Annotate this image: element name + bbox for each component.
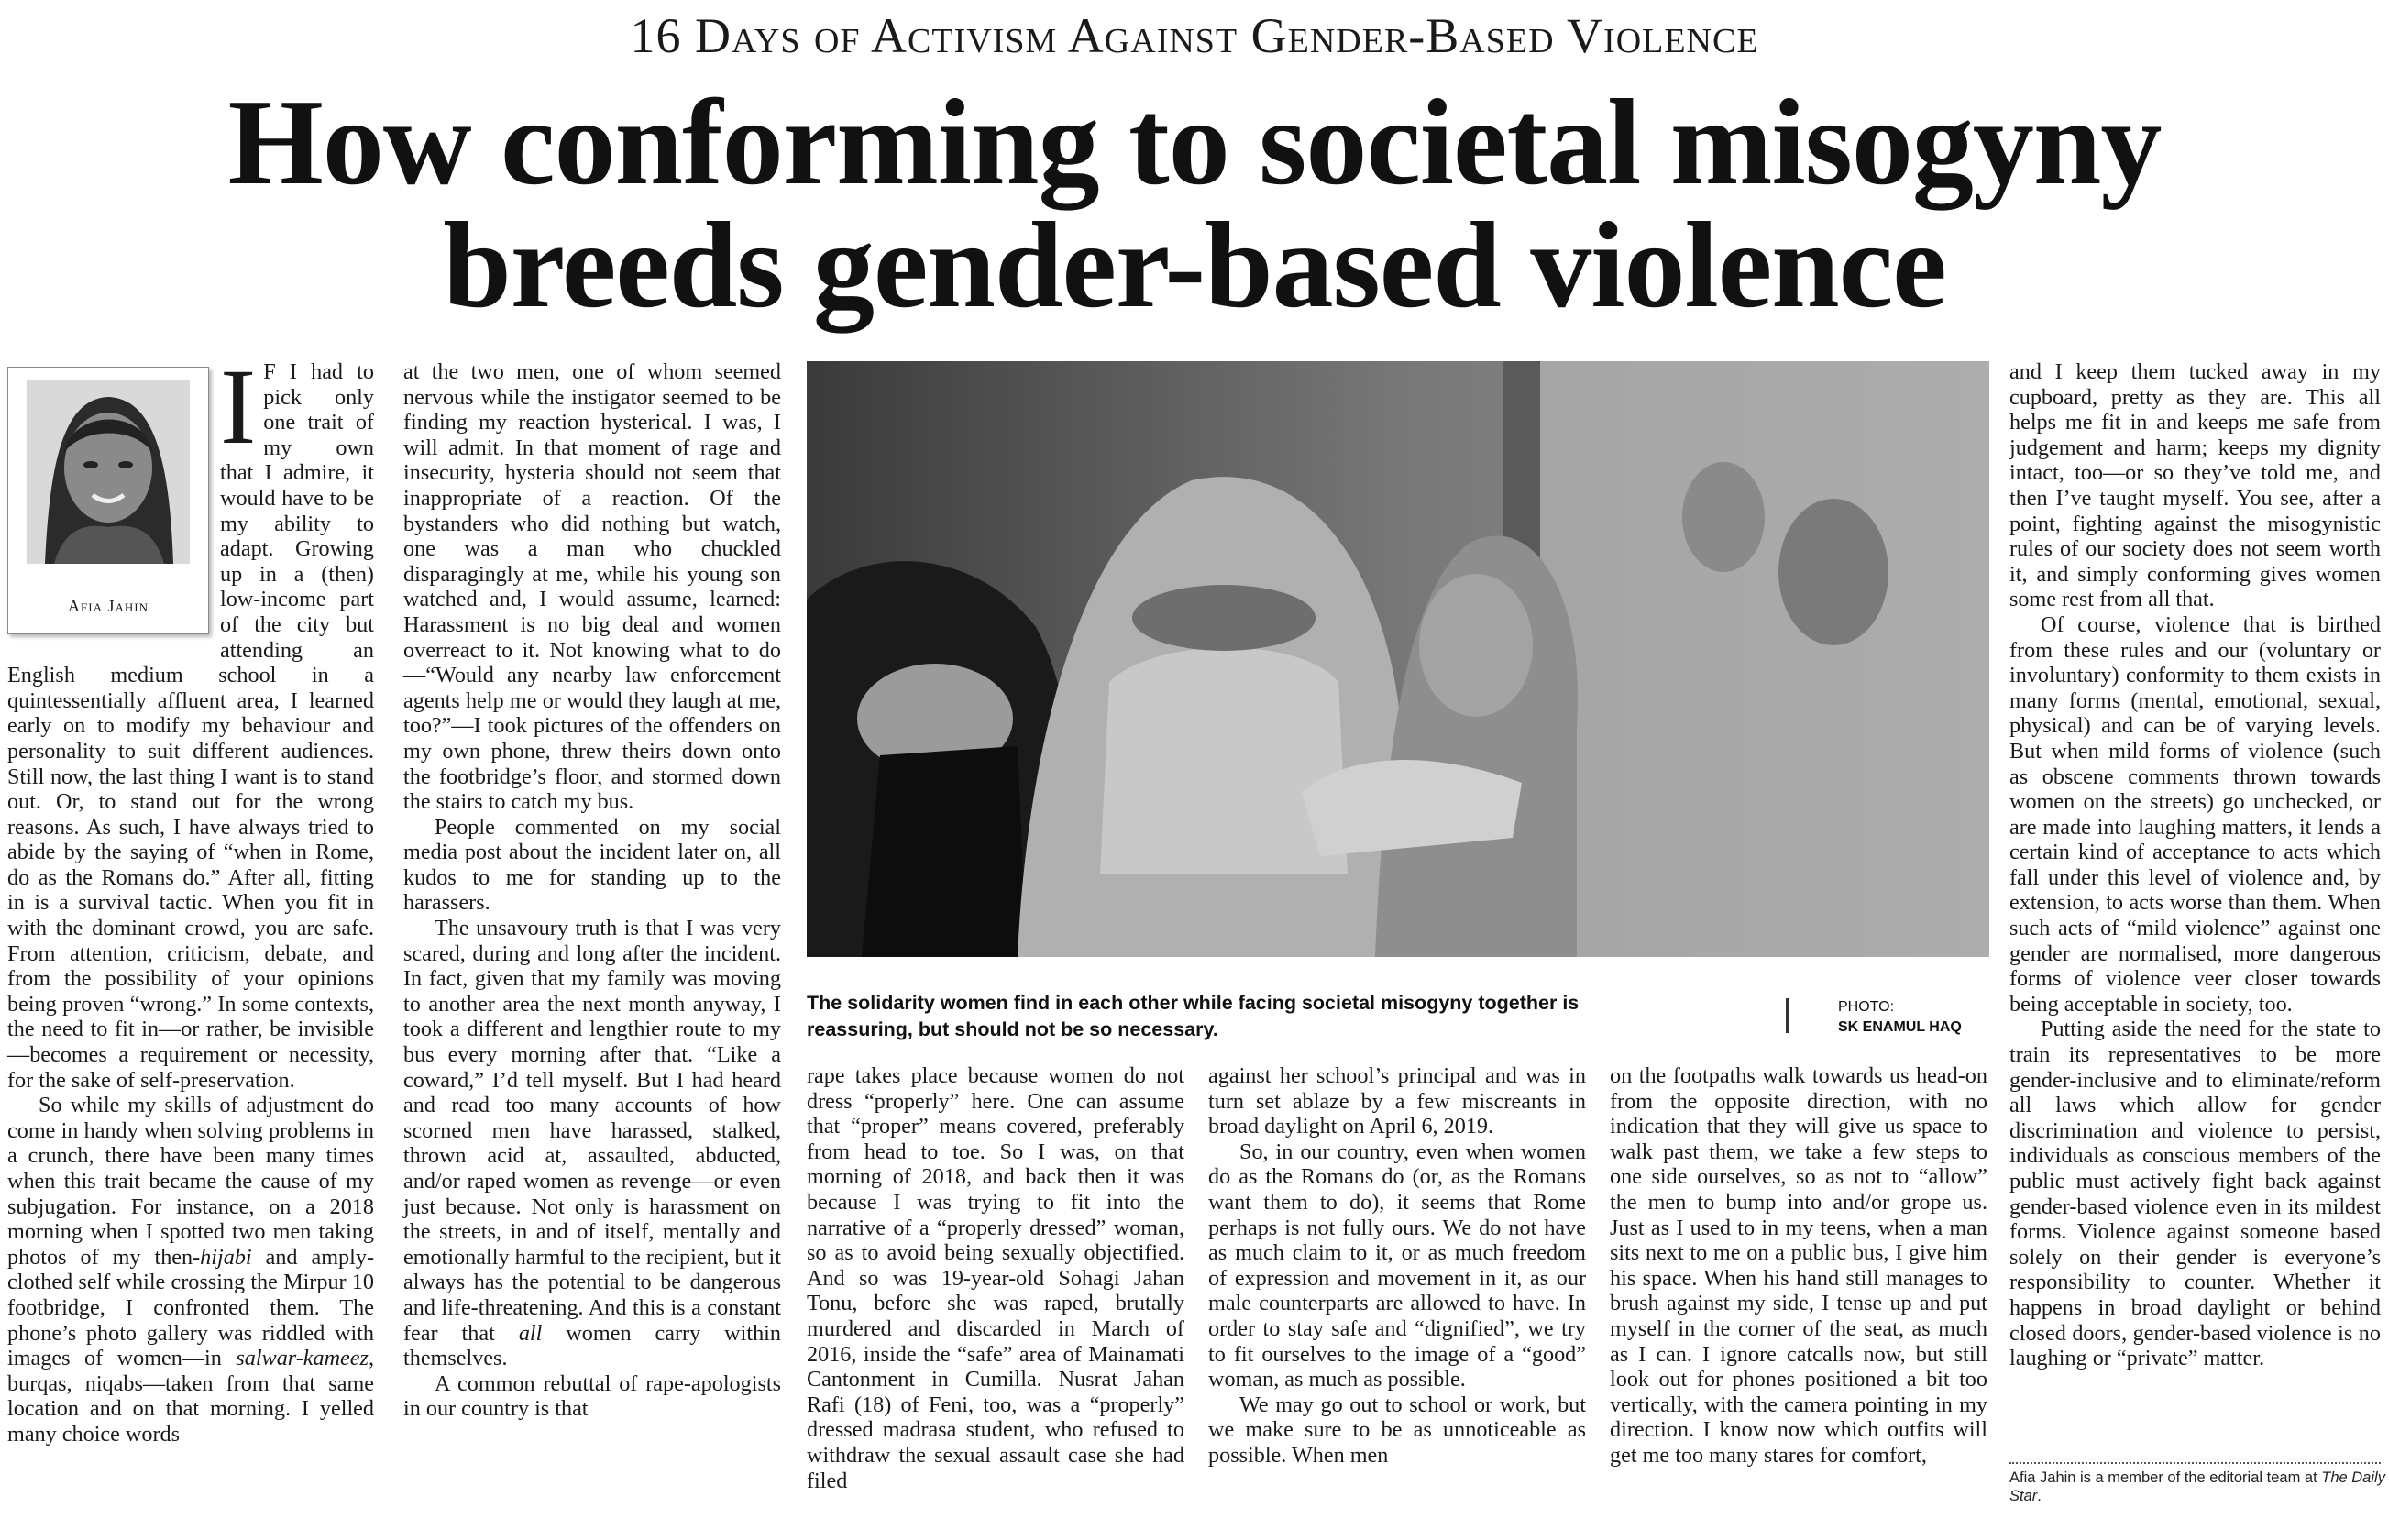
article-column-3 (807, 1063, 1184, 1493)
paragraph: Of course, violence that is birthed from these rules and our (voluntary or involuntary) conformity to them exists in many forms (mental, emotional, sexual, physical) and can be of varying levels. But when mild forms of violence (such as obscene comments thrown towards women on the streets) go unchecked, or are made into laughing matters, it lends a certain kind of acceptance to acts which fall under this level of violence and, by extension, to acts worse than them. When such acts of “mild violence” against one gender are normalised, more dangerous forms of violence veer closer towards being acceptable in society, too. (2009, 611, 2381, 1017)
author-box-spacer (7, 359, 220, 639)
publication-name: The Daily Star (2009, 1469, 2385, 1504)
photo-caption: The solidarity women find in each other while facing societal misogyny together is reassuring, but should not be so necessary. (807, 992, 1580, 1040)
paragraph: Putting aside the need for the state to train its representatives to be more gender-inclusive and to eliminate/reform all laws which allow for gender discrimination and violence to persist, individuals as conscious members of the public must actively fight back against gender-based violence even in its mildest forms. Violence against someone based solely on their gender is everyone’s responsibility to counter. Whether it happens in broad daylight or behind closed doors, gender-based violence is no laughing or “private” matter. (2009, 1017, 2381, 1371)
article-photo (807, 361, 1989, 957)
paragraph: on the footpaths walk towards us head-on from the opposite direction, with no indication that they will give us space to walk past them, we take a few steps to one side ourselves, so as not to “allow” the men to bump into and/or grope us. Just as I used to in my teens, when a man sits next to me on a public bus, I give him his space. When his hand still manages to brush against my side, I tense up and put myself in the corner of the seat, as much as I can. I ignore catcalls now, but still look out for phones positioned a bit too vertically, with the camera pointing in my direction. I know now which outfits will get me too many stares for comfort, (1610, 1063, 1987, 1468)
paragraph: The unsavoury truth is that I was very scared, during and long after the incident. In fact, given that my family was moving to another area the next month anyway, I took a different and lengthier route to my bus every morning after that. “Like a coward,” I’d tell myself. But I had heard and read too many accounts of how scorned men have harassed, stalked, thrown acid at, assaulted, abducted, and/or raped women as revenge—or even just because. Not only is harassment on the streets, in and of itself, mentally and emotionally harmful to the recipient, but it always has the potential to be dangerous and life-threatening. And this is a constant fear that all women carry within themselves. (403, 916, 781, 1371)
article-column-1 (7, 346, 374, 1447)
footnote-divider (2009, 1462, 2381, 1464)
intro-text: F I had to pick only one trait of my own that I admire, it would have to be my ability to adapt. Growing up in a (then) low-income part of the city but attending an English medium school in a quintessentially affluent area, I learned early on to modify my behaviour and personality to suit different audiences. Still now, the last thing I want is to stand out. Or, to stand out for the wrong reasons. As such, I have always tried to abide by the saying of “when in Rome, do as the Romans do.” After all, fitting in is a survival tactic. When you fit in with the dominant crowd, you are safe. From attention, criticism, debate, and from the possibility of your opinions being proven “wrong.” In some contexts, the need to fit in—or rather, be invisible—becomes a requirement or necessity, for the sake of self-preservation. (7, 359, 374, 1093)
photo-credit-name: SK ENAMUL HAQ (1838, 1019, 1962, 1035)
drop-cap: I (220, 346, 257, 467)
author-footnote: Afia Jahin is a member of the editorial team at The Daily Star. (2009, 1469, 2385, 1504)
headline (0, 74, 2389, 333)
paragraph: at the two men, one of whom seemed nervous while the instigator seemed to be finding my reaction hysterical. I was, I will admit. In that moment of rage and insecurity, hysteria should not seem that inappropriate of a reaction. Of the bystanders who did nothing but watch, one was a man who chuckled disparagingly at me, while his young son watched and, I would assume, learned: Harassment is no big deal and women overreact to it. Not knowing what to do—“Would any nearby law enforcement agents help me or would they laugh at me, too?”—I took pictures of the offenders on my own phone, threw theirs down onto the footbridge’s floor, and stormed down the stairs to catch my bus. (403, 359, 781, 815)
author-name: Afia Jahin (68, 597, 149, 615)
article-column-2 (403, 359, 781, 1422)
article-column-4 (1208, 1063, 1586, 1468)
photo-credit-label: PHOTO: (1838, 999, 1895, 1015)
credit-divider (1786, 998, 1789, 1033)
paragraph: People commented on my social media post about the incident later on, all kudos to me for standing up to the harassers. (403, 814, 781, 916)
paragraph: So, in our country, even when women do as the Romans do (or, as the Romans want them to do), it seems that Rome perhaps is not fully ours. We do not have as much claim to it, or as much freedom of expression and movement in it, as our male counterparts are allowed to have. In order to stay safe and “dignified”, we try to fit ourselves to the image of a “good” woman, as much as possible. (1208, 1138, 1586, 1392)
paragraph: A common rebuttal of rape-apologists in our country is that (403, 1370, 781, 1422)
series-kicker: 16 Days of Activism Against Gender-Based Violence (630, 8, 1759, 63)
paragraph: We may go out to school or work, but we make sure to be as unnoticeable as possible. When men (1208, 1392, 1586, 1468)
paragraph: against her school’s principal and was in turn set ablaze by a few miscreants in broad daylight on April 6, 2019. (1208, 1063, 1586, 1139)
article-column-5 (1610, 1063, 1987, 1468)
photo-credit (1838, 997, 1962, 1038)
paragraph: rape takes place because women do not dress “properly” here. One can assume that “proper” means covered, preferably from head to toe. So I was, on that morning of 2018, and back then it was because I was trying to fit into the narrative of a “properly dressed” woman, so as to avoid being sexually objectified. And so was 19-year-old Sohagi Jahan Tonu, before she was raped, brutally murdered and discarded in March of 2016, inside the “safe” area of Mainamati Cantonment in Cumilla. Nusrat Jahan Rafi (18) of Feni, too, was a “properly” dressed madrasa student, who refused to withdraw the sexual assault case she had filed (807, 1063, 1184, 1493)
headline-line-1: How conforming to societal misogyny (227, 74, 2162, 210)
headline-line-2: breeds gender-based violence (443, 197, 1946, 333)
paragraph: and I keep them tucked away in my cupboard, pretty as they are. This all helps me fit in and keeps me safe from judgement and harm; keeps my dignity intact, too—or so they’ve told me, and then I’ve taught myself. You see, after a point, fighting against the misogynistic rules of our society does not seem worth it, and simply conforming gives women some rest from all that. (2009, 359, 2381, 612)
paragraph: So while my skills of adjustment do come in handy when solving problems in a crunch, there have been many times when this trait became the cause of my subjugation. For instance, on a 2018 morning when I spotted two men taking photos of my then-hijabi and amply-clothed self while crossing the Mirpur 10 footbridge, I confronted them. The phone’s photo gallery was riddled with images of women—in salwar-kameez, burqas, niqabs—taken from that same location and on that morning. I yelled many choice words (7, 1093, 374, 1446)
article-column-6 (2009, 359, 2381, 1371)
